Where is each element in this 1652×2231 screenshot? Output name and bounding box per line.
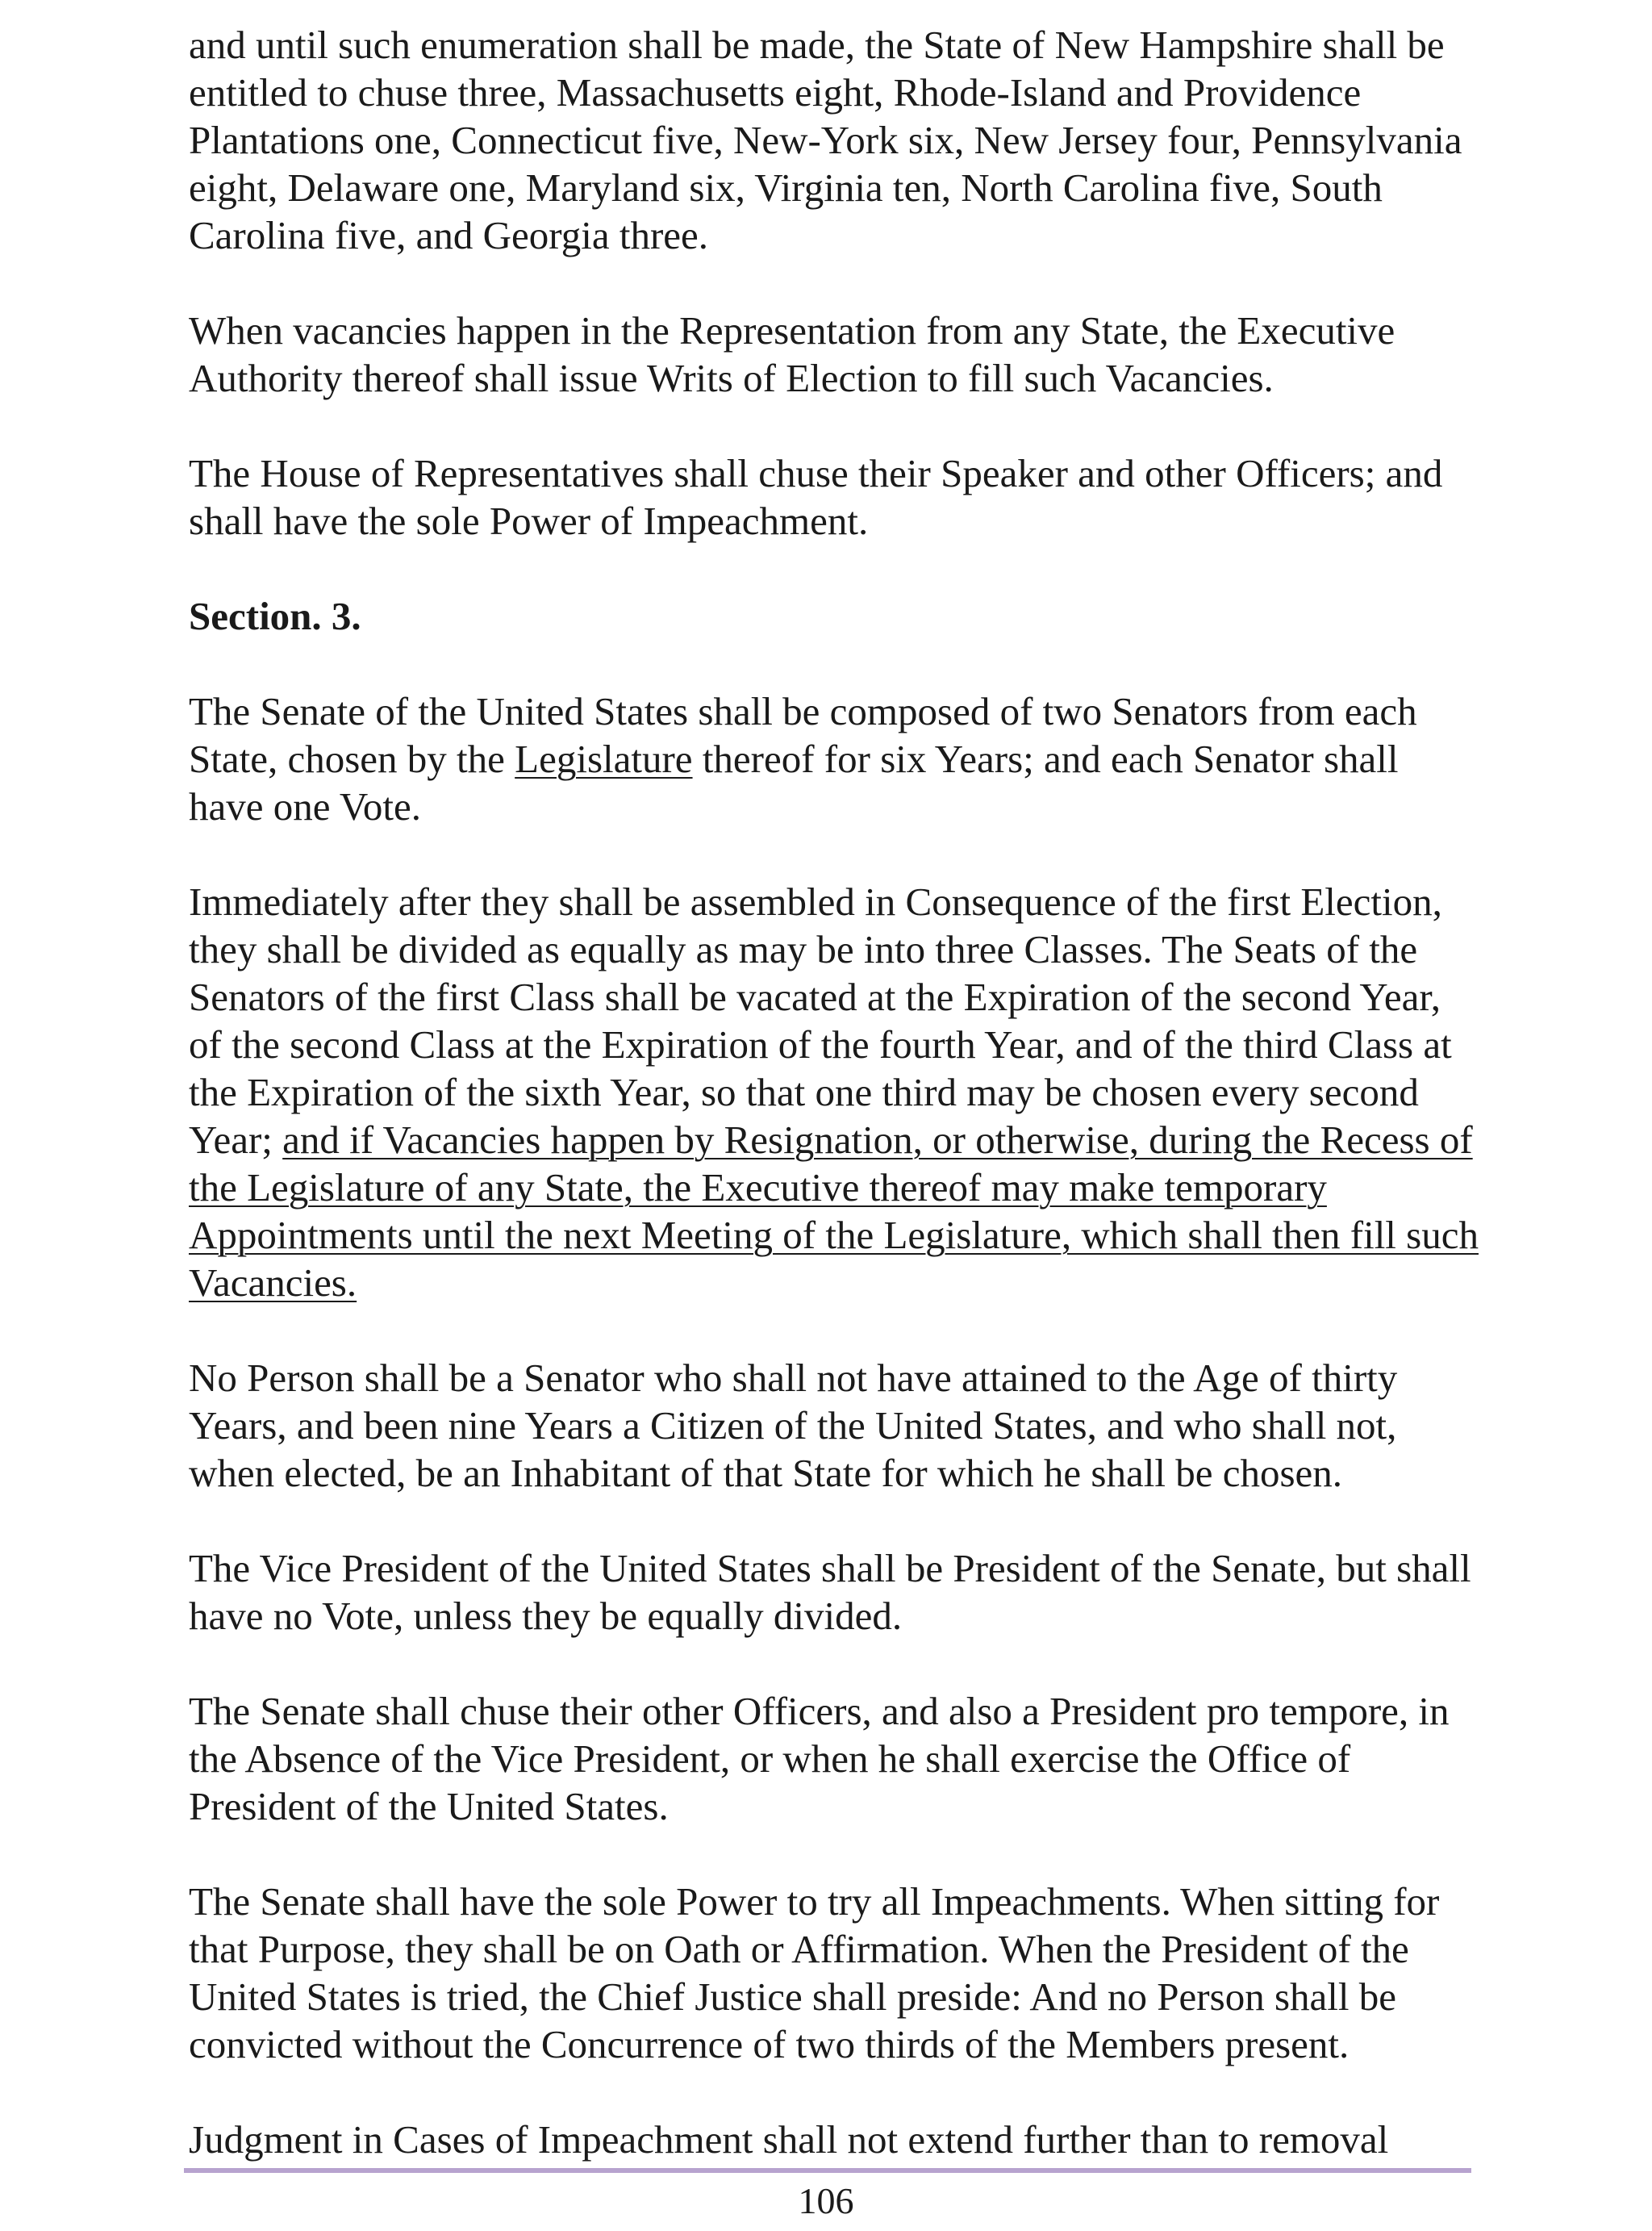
- document-body: [189, 21, 1479, 2211]
- paragraph-impeachment-trials: The Senate shall have the sole Power to try all Impeachments. When sitting for that Purpose, they shall be on Oath or Affirmation. When the President of the United States is tried, the Chief Justice shall preside: And no Person shall be convicted without the Concurrence of two thirds of the Members present.: [189, 1879, 1440, 2066]
- section-heading: Section. 3.: [189, 594, 361, 638]
- underlined-vacancies-clause: and if Vacancies happen by Resignation, or otherwise, during the Recess of the Legislature of any State, the Executive thereof may make temporary Appointments until the next Meeting of the Legislature, which shall then fill such Vacancies.: [189, 1118, 1479, 1305]
- footer-rule: [184, 2168, 1471, 2173]
- text-run: thereof for six Years; and each Senator shall have one Vote.: [189, 737, 1399, 829]
- text-run: The Senate of the United States shall be composed of two Senators from each State, chosen by the: [189, 689, 1417, 781]
- paragraph-senate-classes: [189, 878, 1479, 1306]
- paragraph-vice-president: The Vice President of the United States shall be President of the Senate, but shall have no Vote, unless they be equally divided.: [189, 1546, 1471, 1638]
- paragraph-senate-composition: [189, 687, 1479, 830]
- text-run: Immediately after they shall be assembled in Consequence of the first Election, they shall be divided as equally as may be into three Classes. The Seats of the Senators of the first Class shall be vacated at the Expiration of the second Year, of the second Class at the Expiration of the fourth Year, and of the third Class at the Expiration of the sixth Year, so that one third may be chosen every second Year;: [189, 879, 1452, 1162]
- paragraph-senator-qualifications: No Person shall be a Senator who shall not have attained to the Age of thirty Years, and been nine Years a Citizen of the United States, and who shall not, when elected, be an Inhabitant of that State for which he shall be chosen.: [189, 1356, 1398, 1495]
- paragraph-vacancies: When vacancies happen in the Representation from any State, the Executive Authority thereof shall issue Writs of Election to fill such Vacancies.: [189, 308, 1395, 400]
- paragraph-house-speaker: The House of Representatives shall chuse their Speaker and other Officers; and shall have the sole Power of Impeachment.: [189, 451, 1443, 543]
- underlined-legislature: Legislature: [515, 737, 693, 781]
- page-number: 106: [798, 2180, 854, 2221]
- paragraph-enumeration: and until such enumeration shall be made, the State of New Hampshire shall be entitled to chuse three, Massachusetts eight, Rhode-Island and Providence Plantations one, Connecticut five, New-York six, New Jersey four, Pennsylvania eight, Delaware one, Maryland six, Virginia ten, North Carolina five, South Carolina five, and Georgia three.: [189, 23, 1462, 257]
- paragraph-impeachment-judgment: Judgment in Cases of Impeachment shall not extend further than to removal: [189, 2117, 1389, 2162]
- paragraph-senate-officers: The Senate shall chuse their other Officers, and also a President pro tempore, in the Absence of the Vice President, or when he shall exercise the Office of President of the United States.: [189, 1689, 1450, 1828]
